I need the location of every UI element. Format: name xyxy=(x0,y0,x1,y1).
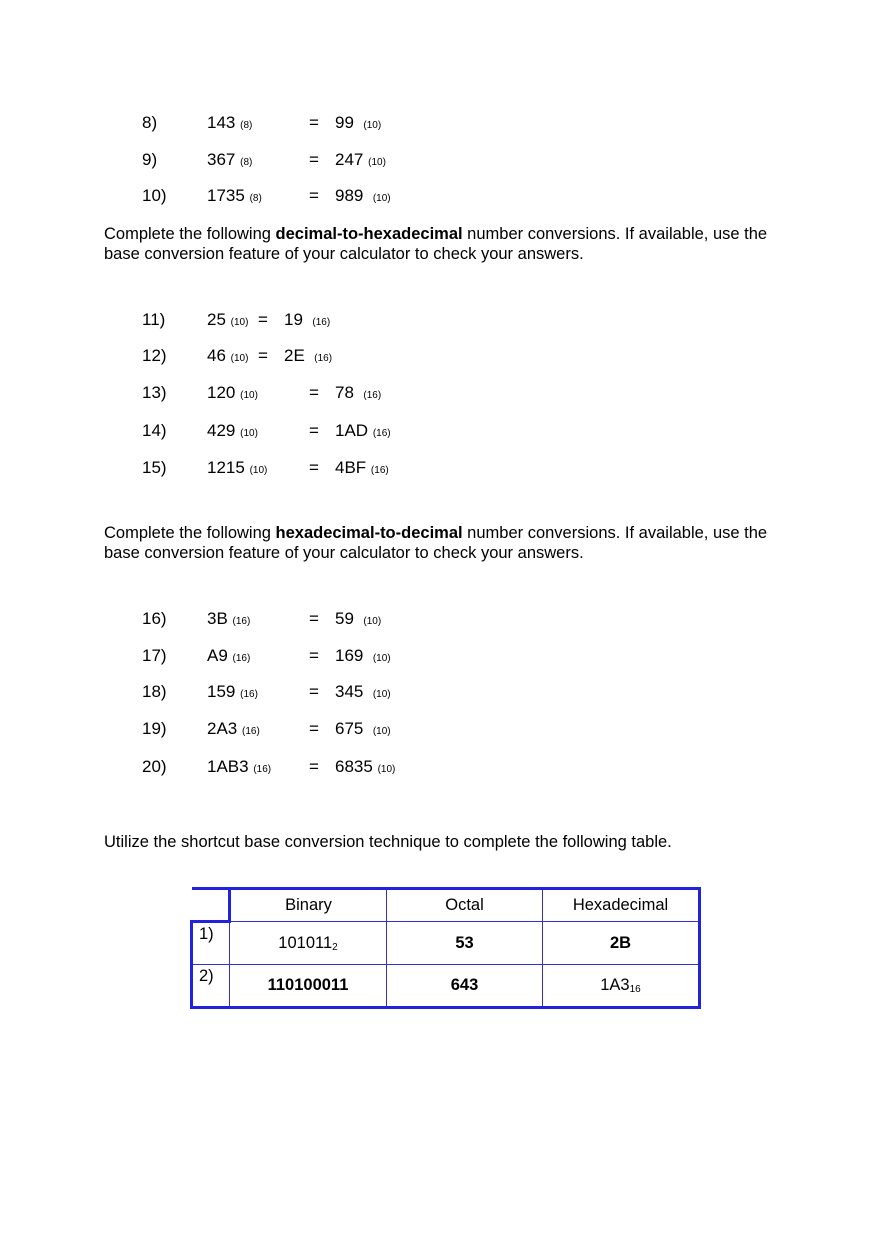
header-hexadecimal: Hexadecimal xyxy=(543,889,700,922)
problem-row xyxy=(0,682,880,704)
equals-sign: = xyxy=(309,150,319,169)
given-base: (16) xyxy=(232,653,251,664)
problem-number: 20) xyxy=(142,757,167,776)
table-row xyxy=(192,922,700,965)
hex-cell xyxy=(543,965,700,1008)
problem-row xyxy=(0,719,880,741)
problem-row xyxy=(0,310,880,332)
answer-base: (16) xyxy=(363,390,382,401)
equals-sign: = xyxy=(309,719,319,738)
problem-row xyxy=(0,458,880,480)
given-value: 1AB3 xyxy=(207,757,249,776)
answer-value: 2E xyxy=(284,346,305,365)
answer-value: 1AD xyxy=(335,421,369,440)
given-base: (10) xyxy=(240,390,258,401)
answer-value: 19 xyxy=(284,310,303,329)
equals-sign: = xyxy=(309,646,319,665)
conversion-table xyxy=(190,887,701,1009)
table-corner xyxy=(192,889,230,922)
equals-sign: = xyxy=(309,458,319,477)
given-base: (10) xyxy=(230,353,249,364)
header-binary: Binary xyxy=(230,889,387,922)
given-base: (10) xyxy=(249,465,268,476)
equals-sign: = xyxy=(258,310,268,329)
binary-value: 101011 xyxy=(278,933,333,952)
answer-value: 78 xyxy=(335,383,354,402)
table-row xyxy=(192,965,700,1008)
equals-sign: = xyxy=(309,682,319,701)
octal-cell: 643 xyxy=(387,965,543,1008)
instructions-paragraph: Utilize the shortcut base conversion technique to complete the following table. xyxy=(104,833,672,851)
row-index: 1) xyxy=(192,922,230,965)
answer-value: 99 xyxy=(335,113,354,132)
octal-cell: 53 xyxy=(387,922,543,965)
instructions-paragraph xyxy=(104,523,804,563)
table-header-row xyxy=(192,889,700,922)
given-value: 120 xyxy=(207,383,236,402)
problem-number: 13) xyxy=(142,383,167,402)
given-value: 159 xyxy=(207,682,236,701)
problem-row xyxy=(0,757,880,779)
answer-value: 169 xyxy=(335,646,364,665)
answer-base: (16) xyxy=(314,353,333,364)
hex-cell xyxy=(543,922,700,965)
answer-base: (16) xyxy=(370,465,389,476)
equals-sign: = xyxy=(309,383,319,402)
given-base: (16) xyxy=(241,726,260,737)
given-base: (10) xyxy=(240,428,258,439)
given-base: (8) xyxy=(249,193,262,204)
given-value: 143 xyxy=(207,113,236,132)
given-base: (16) xyxy=(232,616,251,627)
given-value: A9 xyxy=(207,646,228,665)
binary-cell xyxy=(230,965,387,1008)
problem-number: 9) xyxy=(142,150,158,169)
given-value: 1735 xyxy=(207,186,245,205)
answer-value: 6835 xyxy=(335,757,373,776)
answer-value: 989 xyxy=(335,186,364,205)
equals-sign: = xyxy=(309,609,319,628)
problem-row xyxy=(0,609,880,631)
problem-number: 18) xyxy=(142,682,167,701)
answer-value: 4BF xyxy=(335,458,367,477)
answer-value: 345 xyxy=(335,682,364,701)
given-base: (8) xyxy=(240,120,253,131)
answer-base: (10) xyxy=(368,157,386,168)
para-text: number conversions. If available, use the base conversion feature of your calculator to check your answers. xyxy=(104,524,768,562)
given-value: 2A3 xyxy=(207,719,238,738)
problem-number: 19) xyxy=(142,719,167,738)
problem-row xyxy=(0,186,880,208)
equals-sign: = xyxy=(309,757,319,776)
problem-row xyxy=(0,113,880,135)
problem-row xyxy=(0,383,880,405)
problem-number: 12) xyxy=(142,346,167,365)
para-bold: hexadecimal-to-decimal xyxy=(275,524,463,542)
problem-row xyxy=(0,646,880,668)
given-value: 1215 xyxy=(207,458,245,477)
equals-sign: = xyxy=(309,421,319,440)
given-base: (16) xyxy=(253,764,272,775)
given-base: (16) xyxy=(240,689,258,700)
hex-value: 2B xyxy=(609,933,632,952)
given-value: 429 xyxy=(207,421,236,440)
answer-base: (16) xyxy=(312,317,331,328)
problem-number: 8) xyxy=(142,113,158,132)
answer-base: (16) xyxy=(372,428,391,439)
answer-value: 247 xyxy=(335,150,364,169)
answer-base: (10) xyxy=(372,193,391,204)
binary-cell xyxy=(230,922,387,965)
problem-number: 11) xyxy=(142,310,166,329)
hex-subscript: 16 xyxy=(629,984,641,995)
answer-base: (10) xyxy=(363,120,382,131)
answer-value: 675 xyxy=(335,719,364,738)
given-value: 367 xyxy=(207,150,236,169)
para-text: Complete the following xyxy=(104,524,276,542)
para-bold: decimal-to-hexadecimal xyxy=(275,225,463,243)
answer-base: (10) xyxy=(372,689,391,700)
row-index: 2) xyxy=(192,965,230,1008)
problem-number: 15) xyxy=(142,458,167,477)
hex-value: 1A3 xyxy=(600,976,630,994)
answer-base: (10) xyxy=(372,726,391,737)
given-value: 25 xyxy=(207,310,226,329)
header-octal: Octal xyxy=(387,889,543,922)
binary-value: 110100011 xyxy=(267,976,349,994)
problem-row xyxy=(0,150,880,172)
problem-number: 16) xyxy=(142,609,167,628)
problem-row xyxy=(0,421,880,443)
answer-value: 59 xyxy=(335,609,354,628)
problem-row xyxy=(0,346,880,368)
binary-subscript: 2 xyxy=(332,941,338,953)
instructions-paragraph xyxy=(104,224,804,264)
para-text: Complete the following xyxy=(104,225,276,243)
answer-base: (10) xyxy=(372,653,391,664)
given-base: (10) xyxy=(230,317,249,328)
answer-base: (10) xyxy=(363,616,382,627)
equals-sign: = xyxy=(309,113,319,132)
given-value: 46 xyxy=(207,346,226,365)
given-base: (8) xyxy=(240,157,253,168)
equals-sign: = xyxy=(309,186,319,205)
problem-number: 14) xyxy=(142,421,167,440)
problem-number: 17) xyxy=(142,646,167,665)
problem-number: 10) xyxy=(142,186,167,205)
answer-base: (10) xyxy=(377,764,396,775)
given-value: 3B xyxy=(207,609,228,628)
para-text: number conversions. If available, use the base conversion feature of your calculator to check your answers. xyxy=(104,225,768,263)
equals-sign: = xyxy=(258,346,268,365)
